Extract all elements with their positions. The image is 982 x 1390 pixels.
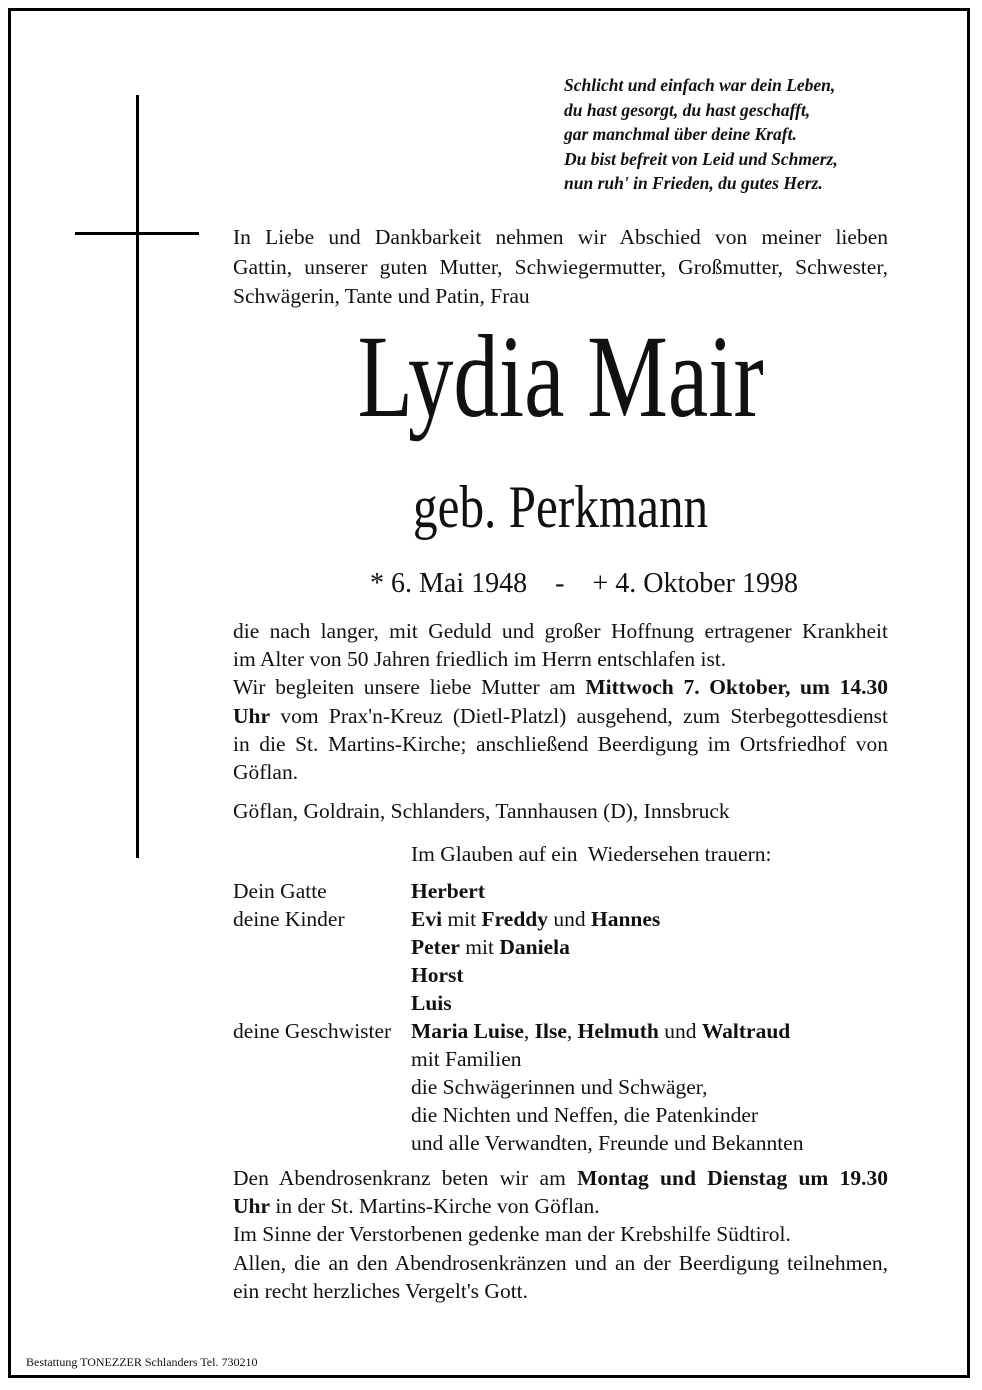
other-mourners-line: mit Familien: [411, 1047, 522, 1071]
connector: und: [548, 907, 591, 931]
children-label: deine Kinder: [233, 907, 345, 931]
mourner-name: Herbert: [411, 879, 486, 903]
mourner-name: Hannes: [591, 907, 661, 931]
connector: mit: [442, 907, 482, 931]
rosary-text: Den Abendrosenkranz beten wir am: [233, 1166, 578, 1190]
spouse-name: [411, 877, 485, 905]
poem-line: gar manchmal über deine Kraft.: [564, 124, 797, 144]
rosary-text: in der St. Martins-Kirche von Göflan.: [270, 1194, 600, 1219]
maiden-name: geb. Perkmann: [413, 474, 709, 540]
mourner-name: Freddy: [481, 907, 548, 931]
mourner-name: Horst: [411, 963, 464, 987]
children-line: [411, 961, 464, 989]
mourner-name: Ilse: [534, 1019, 567, 1043]
mourners-heading: Im Glauben auf ein Wiedersehen trauern:: [411, 842, 772, 866]
mourner-name: Luis: [411, 991, 452, 1015]
deceased-name: Lydia Mair: [357, 311, 764, 442]
funeral-line: [233, 702, 888, 730]
siblings-line: [411, 1017, 790, 1045]
funeral-home-footer: Bestattung TONEZZER Schlanders Tel. 730210: [26, 1355, 258, 1369]
funeral-line: [233, 673, 888, 701]
places: Göflan, Goldrain, Schlanders, Tannhausen (D), Innsbruck: [233, 799, 730, 823]
details-line: die nach langer, mit Geduld und großer Hoffnung ertragener Krankheit: [233, 619, 888, 643]
life-dates: * 6. Mai 1948 - + 4. Oktober 1998: [370, 568, 798, 599]
mourner-name: Peter: [411, 935, 460, 959]
details-line: Göflan.: [233, 760, 299, 785]
intro-line: In Liebe und Dankbarkeit nehmen wir Abschied von meiner lieben: [233, 225, 888, 249]
other-mourners-line: die Schwägerinnen und Schwäger,: [411, 1075, 708, 1099]
funeral-date: Mittwoch 7. Oktober, um 14.30: [585, 675, 888, 700]
rosary-line: [233, 1192, 888, 1220]
connector: und: [658, 1019, 702, 1043]
rosary-time-unit: Uhr: [233, 1194, 271, 1219]
children-line: [411, 905, 660, 933]
spouse-label: Dein Gatte: [233, 879, 327, 903]
funeral-text: Wir begleiten unsere liebe Mutter am: [233, 675, 586, 700]
connector: mit: [459, 935, 500, 959]
siblings-label: deine Geschwister: [233, 1019, 392, 1043]
funeral-time-unit: Uhr: [233, 703, 271, 728]
poem-line: Du bist befreit von Leid und Schmerz,: [564, 148, 838, 169]
closing-line: Allen, die an den Abendrosenkränzen und an der Beerdigung teilnehmen,: [233, 1250, 888, 1275]
children-line: [411, 989, 452, 1017]
closing-text: [233, 1164, 888, 1305]
other-mourners-line: die Nichten und Neffen, die Patenkinder: [411, 1103, 759, 1127]
funeral-text: vom Prax'n-Kreuz (Dietl-Platzl) ausgehend, zum Sterbegottesdienst: [270, 703, 888, 728]
mourner-name: Evi: [411, 907, 443, 931]
poem-line: du hast gesorgt, du hast geschafft,: [564, 99, 811, 120]
other-mourners-line: und alle Verwandten, Freunde und Bekannten: [411, 1131, 804, 1155]
mourner-name: Daniela: [499, 935, 570, 959]
rosary-line: [233, 1164, 888, 1192]
mourner-name: Waltraud: [701, 1019, 791, 1043]
cross-horizontal-bar: [75, 232, 199, 235]
closing-line: ein recht herzliches Vergelt's Gott.: [233, 1278, 529, 1303]
intro-line: Schwägerin, Tante und Patin, Frau: [233, 284, 530, 308]
cross-vertical-bar: [136, 95, 139, 858]
poem-line: Schlicht und einfach war dein Leben,: [564, 75, 836, 95]
funeral-details: [233, 617, 888, 786]
children-line: [411, 933, 570, 961]
mourner-name: Maria Luise: [411, 1019, 524, 1043]
intro-text: [233, 223, 888, 312]
mourner-name: Helmuth: [577, 1019, 659, 1043]
poem: [564, 73, 838, 196]
details-line: im Alter von 50 Jahren friedlich im Herrn entschlafen ist.: [233, 647, 727, 672]
closing-line: Im Sinne der Verstorbenen gedenke man der Krebshilfe Südtirol.: [233, 1222, 791, 1247]
details-line: in die St. Martins-Kirche; anschließend Beerdigung im Ortsfriedhof von: [233, 731, 888, 756]
intro-line: Gattin, unserer guten Mutter, Schwiegermutter, Großmutter, Schwester,: [233, 254, 888, 279]
poem-line: nun ruh' in Frieden, du gutes Herz.: [564, 173, 823, 193]
rosary-date: Montag und Dienstag um 19.30: [577, 1166, 888, 1190]
connector: ,: [566, 1019, 578, 1043]
connector: ,: [523, 1019, 535, 1043]
